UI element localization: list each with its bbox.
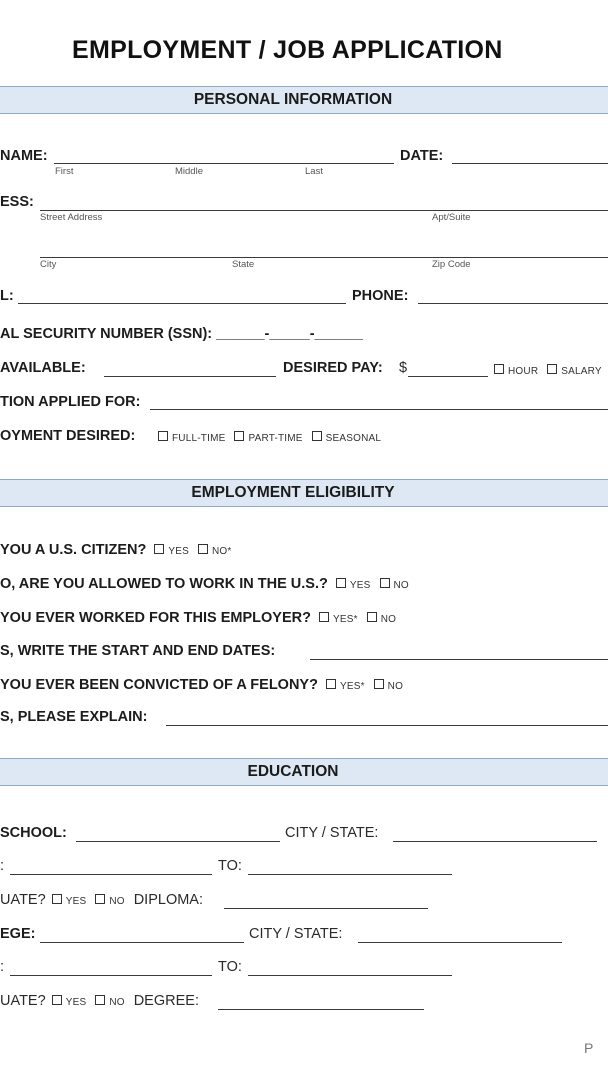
citizen-no-option: NO*: [212, 546, 232, 557]
degree-field[interactable]: [218, 1009, 424, 1010]
name-label: NAME:: [0, 148, 48, 164]
citizen-question: [0, 542, 238, 558]
diploma-label: DIPLOMA:: [133, 892, 203, 908]
college-grad-no-option: NO: [109, 997, 125, 1008]
citizen-question-text: YOU A U.S. CITIZEN?: [0, 542, 147, 558]
felony-no-checkbox[interactable]: [374, 679, 384, 689]
felony-question: [0, 677, 409, 693]
citizen-no-checkbox[interactable]: [198, 544, 208, 554]
felony-yes-checkbox[interactable]: [326, 679, 336, 689]
date-field[interactable]: [452, 163, 608, 164]
footer-mark: P: [584, 1040, 594, 1056]
desired-pay-label: DESIRED PAY:: [283, 360, 383, 376]
hour-checkbox[interactable]: [494, 364, 504, 374]
college-graduate-text: UATE?: [0, 993, 46, 1009]
college-to-label: TO:: [218, 959, 242, 975]
desired-pay-field[interactable]: [408, 376, 488, 377]
name-middle-hint: Middle: [175, 166, 203, 177]
name-field[interactable]: [54, 163, 394, 164]
work-auth-no-option: NO: [393, 580, 409, 591]
zip-hint: Zip Code: [432, 259, 471, 270]
college-grad-no-checkbox[interactable]: [95, 995, 105, 1005]
hs-from-label: :: [0, 858, 5, 874]
diploma-field[interactable]: [224, 908, 428, 909]
hs-grad-yes-checkbox[interactable]: [52, 894, 62, 904]
dates-field[interactable]: [310, 659, 608, 660]
name-first-hint: First: [55, 166, 74, 177]
college-from-label: :: [0, 959, 5, 975]
dates-label: S, WRITE THE START AND END DATES:: [0, 643, 276, 659]
worked-before-no-checkbox[interactable]: [367, 612, 377, 622]
worked-before-yes-option: YES*: [333, 614, 358, 625]
section-title-personal: PERSONAL INFORMATION: [193, 91, 393, 108]
college-graduate-question: [0, 993, 199, 1009]
college-city-state-field[interactable]: [358, 942, 562, 943]
part-time-option: PART-TIME: [248, 433, 303, 444]
seasonal-option: SEASONAL: [325, 433, 382, 444]
work-auth-yes-checkbox[interactable]: [336, 578, 346, 588]
college-label: EGE:: [0, 926, 36, 942]
page-title: EMPLOYMENT / JOB APPLICATION: [72, 36, 503, 64]
hs-graduate-text: UATE?: [0, 892, 46, 908]
section-title-education: EDUCATION: [247, 763, 339, 780]
section-title-eligibility: EMPLOYMENT ELIGIBILITY: [191, 484, 395, 501]
phone-label: PHONE:: [352, 288, 409, 304]
employment-type-options: [158, 431, 387, 444]
part-time-checkbox[interactable]: [234, 431, 244, 441]
high-school-field[interactable]: [76, 841, 280, 842]
work-auth-yes-option: YES: [349, 580, 371, 591]
salary-checkbox[interactable]: [547, 364, 557, 374]
apt-hint: Apt/Suite: [432, 212, 471, 223]
college-to-field[interactable]: [248, 975, 452, 976]
worked-before-question: [0, 610, 402, 626]
salary-option: SALARY: [561, 366, 602, 377]
high-school-label: SCHOOL:: [0, 825, 67, 841]
felony-yes-option: YES*: [339, 681, 365, 692]
worked-before-no-option: NO: [380, 614, 397, 625]
college-grad-yes-option: YES: [65, 997, 87, 1008]
address-label: ESS:: [0, 194, 34, 210]
college-field[interactable]: [40, 942, 244, 943]
date-label: DATE:: [400, 148, 444, 164]
email-label: L:: [0, 288, 14, 304]
position-label: TION APPLIED FOR:: [0, 394, 141, 410]
street-field[interactable]: [40, 210, 608, 211]
hs-city-state-field[interactable]: [393, 841, 597, 842]
work-auth-no-checkbox[interactable]: [380, 578, 390, 588]
hs-to-label: TO:: [218, 858, 242, 874]
available-label: AVAILABLE:: [0, 360, 86, 376]
available-field[interactable]: [104, 376, 276, 377]
city-field[interactable]: [40, 257, 608, 258]
seasonal-checkbox[interactable]: [312, 431, 322, 441]
explain-label: S, PLEASE EXPLAIN:: [0, 709, 148, 725]
employment-desired-label: OYMENT DESIRED:: [0, 428, 136, 444]
position-field[interactable]: [150, 409, 608, 410]
worked-before-text: YOU EVER WORKED FOR THIS EMPLOYER?: [0, 610, 311, 626]
state-hint: State: [232, 259, 255, 270]
ssn-label: AL SECURITY NUMBER (SSN): ______-_____-______: [0, 326, 363, 342]
college-grad-yes-checkbox[interactable]: [52, 995, 62, 1005]
hs-to-field[interactable]: [248, 874, 452, 875]
worked-before-yes-checkbox[interactable]: [319, 612, 329, 622]
phone-field[interactable]: [418, 303, 608, 304]
hs-from-field[interactable]: [10, 874, 212, 875]
email-field[interactable]: [18, 303, 346, 304]
street-hint: Street Address: [40, 212, 103, 223]
citizen-yes-checkbox[interactable]: [154, 544, 164, 554]
full-time-checkbox[interactable]: [158, 431, 168, 441]
degree-label: DEGREE:: [133, 993, 199, 1009]
explain-field[interactable]: [166, 725, 608, 726]
pay-period-options: [494, 364, 608, 377]
hs-grad-no-option: NO: [109, 896, 125, 907]
full-time-option: FULL-TIME: [172, 433, 226, 444]
citizen-yes-option: YES: [168, 546, 190, 557]
hour-option: HOUR: [508, 366, 539, 377]
name-last-hint: Last: [305, 166, 323, 177]
hs-grad-yes-option: YES: [65, 896, 87, 907]
work-authorization-question: [0, 576, 415, 592]
felony-no-option: NO: [387, 681, 404, 692]
college-from-field[interactable]: [10, 975, 212, 976]
desired-pay-dollar: $: [399, 360, 408, 376]
hs-grad-no-checkbox[interactable]: [95, 894, 105, 904]
work-authorization-text: O, ARE YOU ALLOWED TO WORK IN THE U.S.?: [0, 576, 328, 592]
city-hint: City: [40, 259, 57, 270]
felony-question-text: YOU EVER BEEN CONVICTED OF A FELONY?: [0, 677, 318, 693]
hs-graduate-question: [0, 892, 203, 908]
college-city-state-label: CITY / STATE:: [249, 926, 343, 942]
hs-city-state-label: CITY / STATE:: [285, 825, 379, 841]
